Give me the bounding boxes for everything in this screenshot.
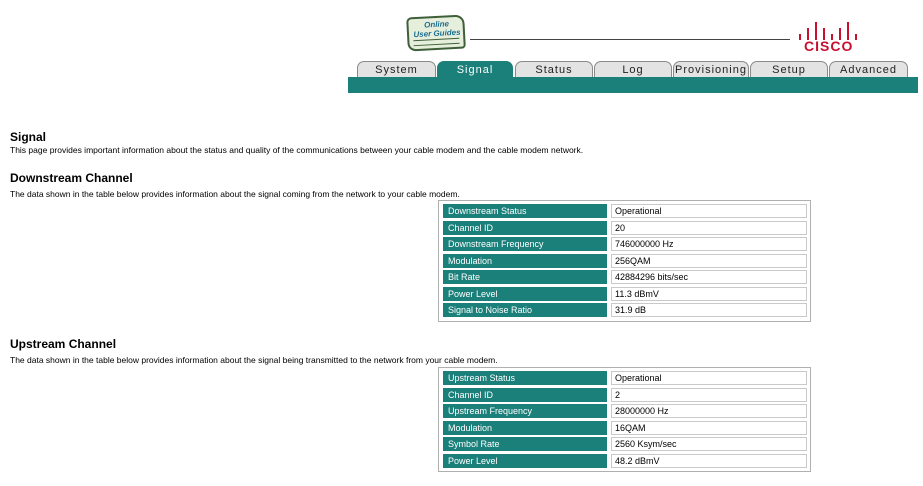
upstream-table <box>438 367 811 472</box>
table-row <box>441 302 808 319</box>
row-label: Signal to Noise Ratio <box>443 303 607 317</box>
cisco-logo-bars-icon <box>799 20 859 40</box>
row-label: Channel ID <box>443 388 607 402</box>
row-label: Downstream Status <box>443 204 607 218</box>
page-title: Signal <box>10 130 47 144</box>
downstream-table <box>438 200 811 322</box>
row-value: 256QAM <box>611 254 807 268</box>
row-value: 28000000 Hz <box>611 404 807 418</box>
row-label: Upstream Status <box>443 371 607 385</box>
table-row <box>441 387 808 404</box>
book-spine <box>413 38 459 46</box>
table-row <box>441 269 808 286</box>
tab-signal[interactable]: Signal <box>437 61 513 77</box>
table-row <box>441 436 808 453</box>
row-value: 746000000 Hz <box>611 237 807 251</box>
tab-provisioning[interactable]: Provisioning <box>673 61 749 77</box>
tab-status[interactable]: Status <box>515 61 593 77</box>
row-label: Upstream Frequency <box>443 404 607 418</box>
table-row <box>441 286 808 303</box>
table-row <box>441 420 808 437</box>
row-label: Symbol Rate <box>443 437 607 451</box>
row-label: Channel ID <box>443 221 607 235</box>
row-label: Modulation <box>443 254 607 268</box>
row-value: 16QAM <box>611 421 807 435</box>
upstream-description: The data shown in the table below provides information about the signal being transmitted to the network from your cable modem. <box>10 355 498 365</box>
row-value: 42884296 bits/sec <box>611 270 807 284</box>
upstream-title: Upstream Channel <box>10 337 117 351</box>
downstream-description: The data shown in the table below provides information about the signal coming from the network to your cable modem. <box>10 189 460 199</box>
tab-setup[interactable]: Setup <box>750 61 828 77</box>
table-row <box>441 203 808 220</box>
tab-log[interactable]: Log <box>594 61 672 77</box>
downstream-title: Downstream Channel <box>10 171 133 185</box>
table-row <box>441 453 808 470</box>
row-value: Operational <box>611 371 807 385</box>
table-row <box>441 220 808 237</box>
row-value: 2 <box>611 388 807 402</box>
table-row <box>441 253 808 270</box>
online-user-guides-logo[interactable] <box>406 15 466 52</box>
row-label: Power Level <box>443 287 607 301</box>
tab-advanced[interactable]: Advanced <box>829 61 908 77</box>
table-row <box>441 236 808 253</box>
page-description: This page provides important information about the status and quality of the communications between your cable modem and the cable modem network. <box>10 145 584 155</box>
row-value: Operational <box>611 204 807 218</box>
header-divider <box>470 39 790 40</box>
table-row <box>441 403 808 420</box>
table-row <box>441 370 808 387</box>
row-value: 2560 Ksym/sec <box>611 437 807 451</box>
row-label: Downstream Frequency <box>443 237 607 251</box>
row-value: 11.3 dBmV <box>611 287 807 301</box>
guide-logo-line1: Online <box>423 19 450 30</box>
row-value: 31.9 dB <box>611 303 807 317</box>
cisco-logo-text: CISCO <box>804 38 854 54</box>
online-user-guides-text <box>411 19 462 40</box>
row-value: 20 <box>611 221 807 235</box>
row-label: Modulation <box>443 421 607 435</box>
tab-system[interactable]: System <box>357 61 436 77</box>
row-label: Power Level <box>443 454 607 468</box>
row-label: Bit Rate <box>443 270 607 284</box>
guide-logo-line2: User Guides <box>413 27 461 40</box>
row-value: 48.2 dBmV <box>611 454 807 468</box>
tab-underline-bar <box>348 77 918 93</box>
